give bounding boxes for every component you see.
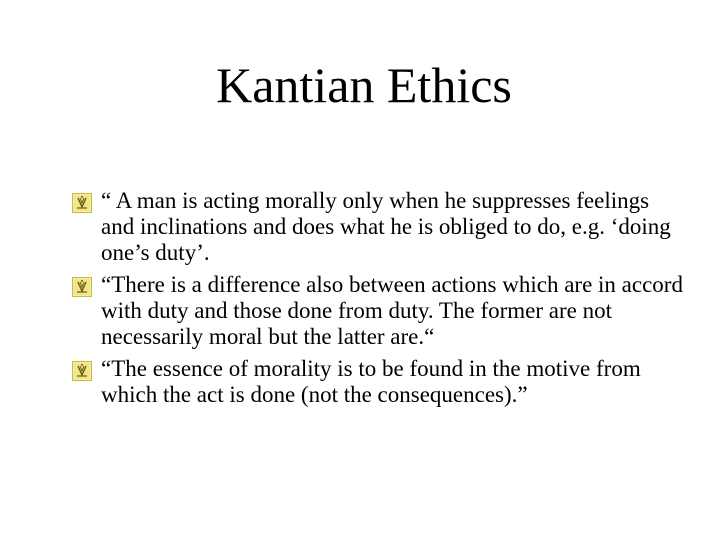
- bullet-item: [72, 356, 684, 408]
- bullet-text: “The essence of morality is to be found in the motive from which the act is done (not the consequences).”: [101, 356, 641, 407]
- bullet-text: “ A man is acting morally only when he suppresses feelings and inclinations and does what he is obliged to do, e.g. ‘doing one’s duty’.: [101, 188, 671, 265]
- bullet-item: [72, 272, 684, 350]
- flower-bullet-icon: [72, 361, 92, 381]
- bullet-list: [72, 188, 684, 414]
- bullet-text: “There is a difference also between actions which are in accord with duty and those done from duty. The former are not necessarily moral but the latter are.“: [101, 272, 683, 349]
- flower-bullet-icon: [72, 193, 92, 213]
- flower-bullet-icon: [72, 277, 92, 297]
- bullet-item: [72, 188, 684, 266]
- slide-title: Kantian Ethics: [216, 57, 512, 113]
